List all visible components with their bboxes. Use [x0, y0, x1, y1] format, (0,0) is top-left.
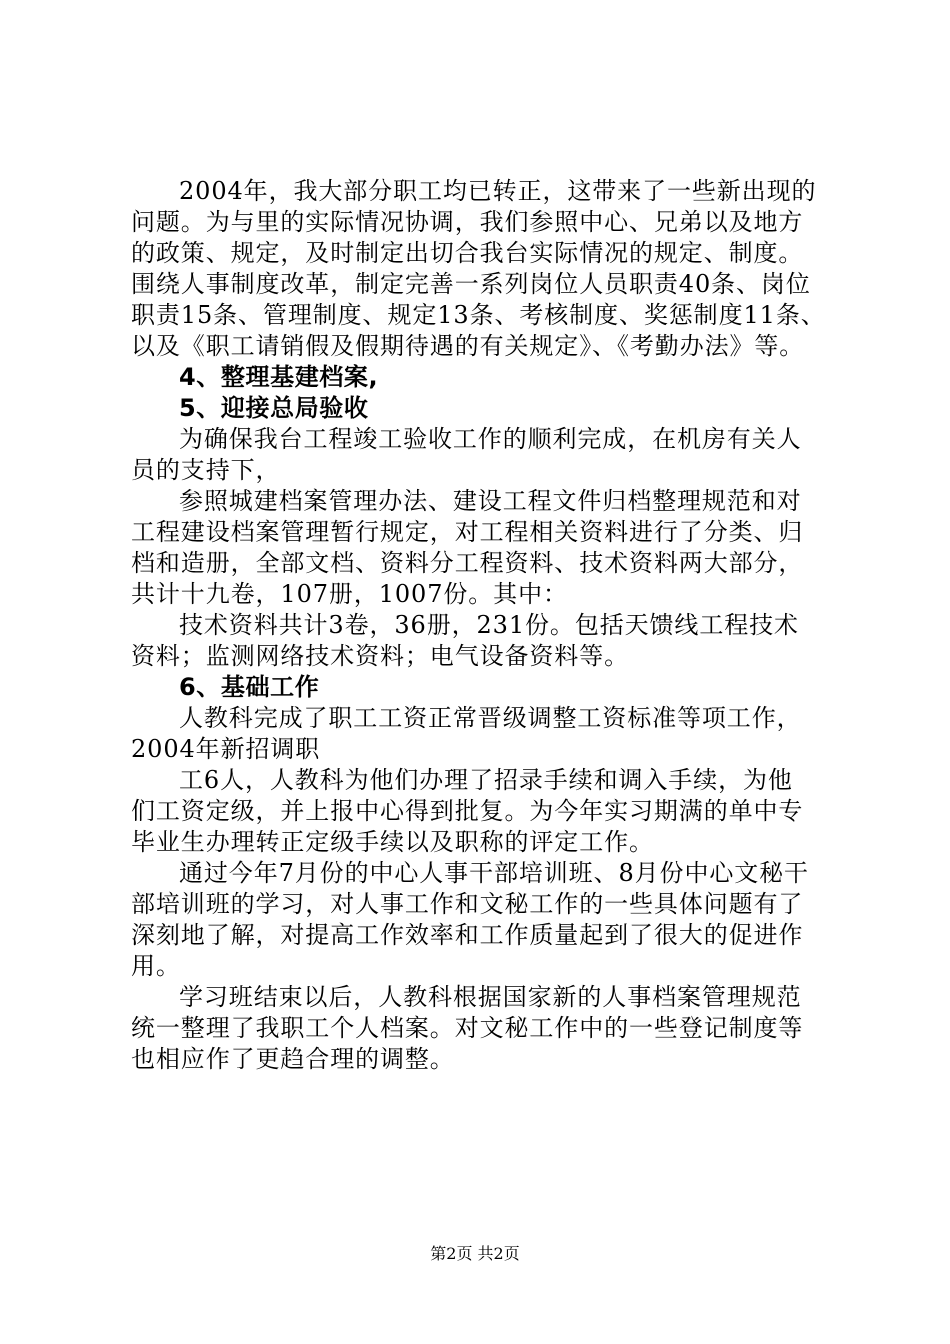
- text-line: 为确保我台工程竣工验收工作的顺利完成，在机房有关人: [179, 425, 802, 453]
- text-line: 工6人，人教科为他们办理了招录手续和调入手续，为他: [179, 766, 793, 794]
- section-heading: 6、基础工作: [179, 673, 320, 701]
- text-line: 技术资料共计3卷，36册，231份。包括天馈线工程技术: [179, 611, 799, 639]
- section-heading: 4、整理基建档案,: [179, 363, 379, 391]
- text-line: 毕业生办理转正定级手续以及职称的评定工作。: [131, 828, 654, 856]
- text-line: 们工资定级，并上报中心得到批复。为今年实习期满的单中专: [131, 797, 804, 825]
- text-line: 的政策、规定，及时制定出切合我台实际情况的规定、制度。: [131, 239, 804, 267]
- text-line: 工程建设档案管理暂行规定，对工程相关资料进行了分类、归: [131, 518, 804, 546]
- text-line: 职责15条、管理制度、规定13条、考核制度、奖惩制度11条、: [131, 301, 826, 329]
- text-line: 通过今年7月份的中心人事干部培训班、8月份中心文秘干: [179, 859, 809, 887]
- text-line: 问题。为与里的实际情况协调，我们参照中心、兄弟以及地方: [131, 208, 804, 236]
- section-heading: 5、迎接总局验收: [179, 394, 369, 422]
- text-line: 以及《职工请销假及假期待遇的有关规定》、《考勤办法》等。: [131, 332, 805, 360]
- text-line: 共计十九卷，107册，1007份。其中：: [131, 580, 568, 608]
- text-line: 用。: [131, 952, 181, 980]
- page-number-footer: 第2页 共2页: [430, 1244, 520, 1263]
- text-line: 员的支持下，: [131, 456, 281, 484]
- text-line: 围绕人事制度改革，制定完善一系列岗位人员职责40条、岗位: [131, 270, 811, 298]
- text-line: 统一整理了我职工个人档案。对文秘工作中的一些登记制度等: [131, 1014, 804, 1042]
- text-line: 学习班结束以后，人教科根据国家新的人事档案管理规范: [179, 983, 802, 1011]
- text-line: 也相应作了更趋合理的调整。: [131, 1045, 455, 1073]
- text-line: 2004年，我大部分职工均已转正，这带来了一些新出现的: [179, 177, 817, 205]
- text-line: 人教科完成了职工工资正常晋级调整工资标准等项工作，: [179, 704, 802, 732]
- text-line: 部培训班的学习，对人事工作和文秘工作的一些具体问题有了: [131, 890, 804, 918]
- text-line: 资料；监测网络技术资料；电气设备资料等。: [131, 642, 629, 670]
- text-line: 深刻地了解，对提高工作效率和工作质量起到了很大的促进作: [131, 921, 804, 949]
- text-line: 档和造册，全部文档、资料分工程资料、技术资料两大部分，: [131, 549, 804, 577]
- text-line: 参照城建档案管理办法、建设工程文件归档整理规范和对: [179, 487, 802, 515]
- text-line: 2004年新招调职: [131, 735, 321, 763]
